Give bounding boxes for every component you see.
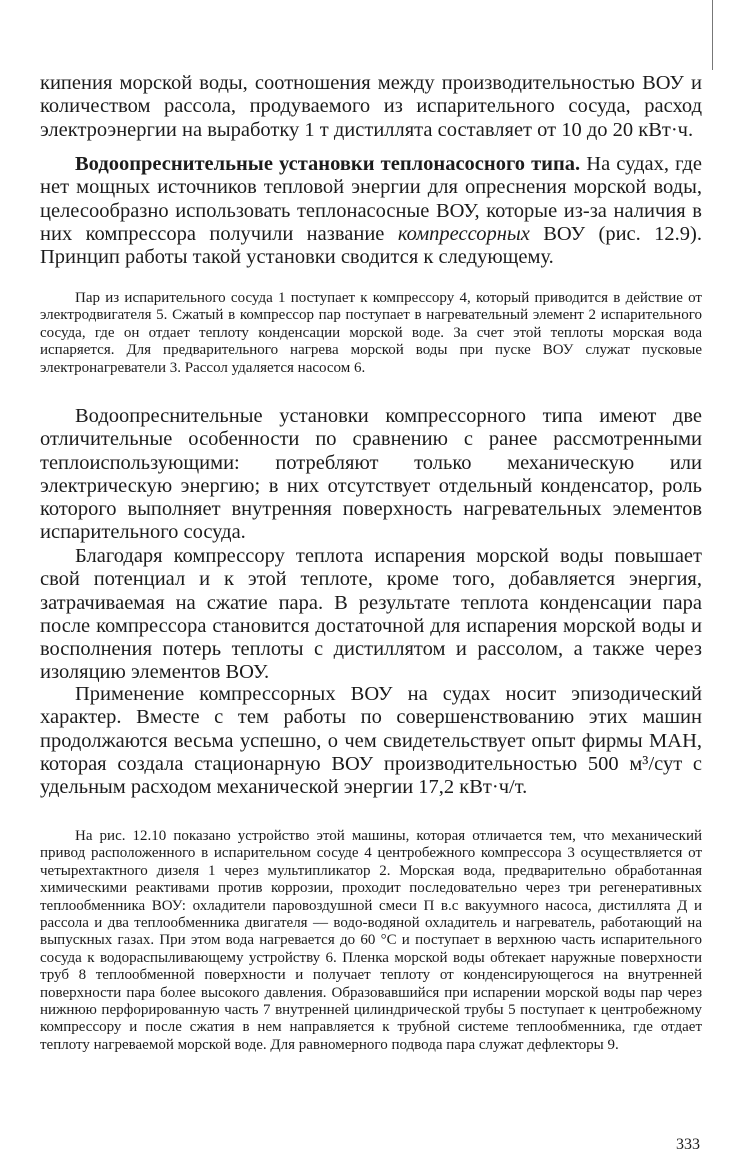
section-heading: Водоопреснительные установки теплонасосного типа.	[75, 153, 581, 175]
paragraph-2-text-after: ВОУ (рис. 12.9). Принцип работы такой установки сводится к следующему.	[40, 222, 702, 269]
paragraph-2-emphasis: компрессорных	[397, 222, 530, 245]
paragraph-2	[40, 153, 702, 269]
page-edge-line	[712, 0, 713, 70]
paragraph-1-text: кипения морской воды, соотношения между производительностью ВОУ и количеством рассола, продуваемого из испарительного сосуда, расход электроэнергии на выработку 1 т дистиллята составляет от 10 до 20 кВт·ч.	[40, 72, 702, 141]
paragraph-2-text: На судах, где нет мощных источников тепловой энергии для опреснения морской воды, целесообразно использовать теплонасосные ВОУ, которые из-за наличия в них компрессора получили название	[40, 153, 702, 245]
small-paragraph-2	[40, 828, 702, 1054]
paragraph-4-text: Благодаря компрессору теплота испарения морской воды повышает свой потенциал и к этой теплоте, кроме того, добавляется энергия, затрачиваемая на сжатие пара. В результате теплота конденсации пара после компрессора становится достаточной для испарения морской воды и восполнения потерь теплоты с дистиллятом и рассолом, а также через изоляцию элементов ВОУ.	[40, 545, 702, 684]
page-number: 333	[676, 1136, 700, 1153]
small-paragraph-2-text: На рис. 12.10 показано устройство этой машины, которая отличается тем, что механический привод расположенного в испарительном сосуде 4 центробежного компрессора 3 осуществляется от четырехтактного дизеля 1 через мультипликатор 2. Морская вода, предварительно обработанная химическими реактивами против коррозии, проходит последовательно через три регенеративных теплообменника ВОУ: охладители паровоздушной смеси П в.с вакуумного насоса, дистиллята Д и рассола и два теплообменника двигателя — водо-водяной охладитель и нагреватель, работающий на выпускных газах. При этом вода нагревается до 60 °С и поступает в верхнюю часть испарительного сосуда к водораспыливающему устройству 6. Пленка морской воды обтекает наружные поверхности труб 8 теплообменной поверхности и получает теплоту от конденсирующегося на внутренней поверхности пара более высокого давления. Образовавшийся при испарении морской воды пар через нижнюю перфорированную часть 7 внутренней цилиндрической трубы 5 поступает к центробежному компрессору и после сжатия в нем направляется к трубной системе теплообменника, где отдает теплоту нагреваемой морской воде. Для равномерного подвода пара служат дефлекторы 9.	[40, 828, 702, 1053]
paragraph-5	[40, 683, 702, 799]
paragraph-1	[40, 72, 702, 142]
small-paragraph-1	[40, 290, 702, 377]
paragraph-5-text: Применение компрессорных ВОУ на судах носит эпизодический характер. Вместе с тем работы по совершенствованию этих машин продолжаются весьма успешно, о чем свидетельствует опыт фирмы МАН, которая создала стационарную ВОУ производительностью 500 м³/сут с удельным расходом механической энергии 17,2 кВт·ч/т.	[40, 683, 702, 799]
small-paragraph-1-text: Пар из испарительного сосуда 1 поступает к компрессору 4, который приводится в действие от электродвигателя 5. Сжатый в компрессор пар поступает в нагревательный элемент 2 испарительного сосуда, где он отдает теплоту конденсации морской воде. За счет этой теплоты морская вода испаряется. Для предварительного нагрева морской воды при пуске ВОУ служат пусковые электронагреватели 3. Рассол удаляется насосом 6.	[40, 290, 702, 376]
paragraph-3-text: Водоопреснительные установки компрессорного типа имеют две отличительные особенности по сравнению с ранее рассмотренными теплоиспользующими: потребляют только механическую или электрическую энергию; в них отсутствует отдельный конденсатор, роль которого выполняет внутренняя поверхность нагревательных элементов испарительного сосуда.	[40, 405, 702, 544]
paragraph-3	[40, 405, 702, 545]
paragraph-4	[40, 545, 702, 685]
